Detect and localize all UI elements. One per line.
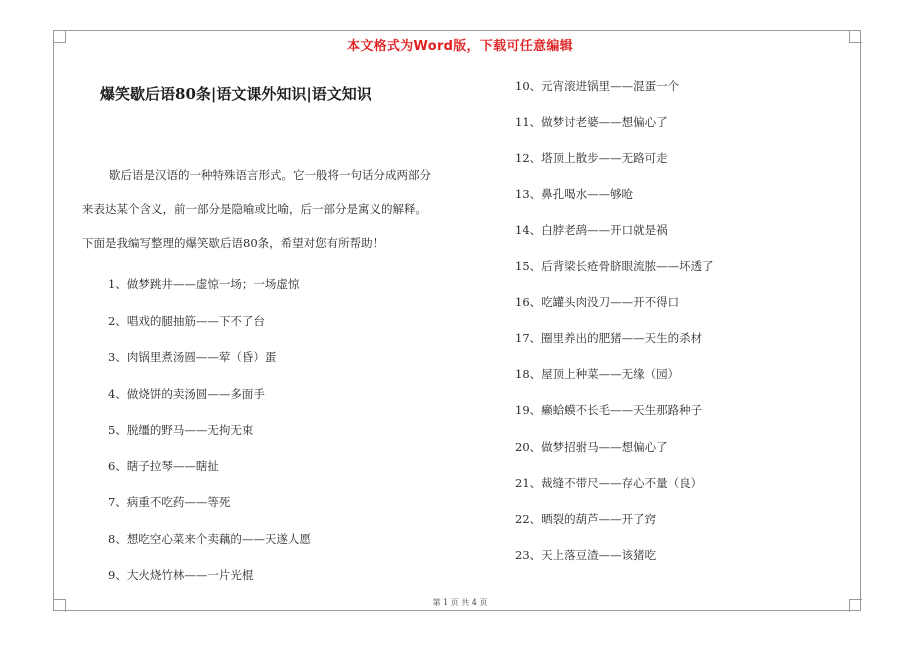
proverb-item: 15、后背梁长疮骨脐眼流脓——坏透了: [515, 259, 714, 273]
intro-line: 来表达某个含义，前一部分是隐喻或比喻，后一部分是寓义的解释。: [82, 202, 427, 216]
proverb-item: 5、脱缰的野马——无拘无束: [108, 423, 254, 437]
proverb-item: 22、晒裂的葫芦——开了窍: [515, 512, 657, 526]
proverb-item: 12、塔顶上散步——无路可走: [515, 151, 668, 165]
proverb-item: 21、裁缝不带尺——存心不量（良）: [515, 476, 703, 490]
proverb-item: 17、圈里养出的肥猪——天生的杀材: [515, 331, 703, 345]
proverb-item: 13、鼻孔喝水——够呛: [515, 187, 634, 201]
intro-paragraph: [82, 158, 487, 260]
proverb-item: 6、瞎子拉琴——瞎扯: [108, 459, 219, 473]
proverb-item: 10、元宵滚进锅里——混蛋一个: [515, 79, 680, 93]
proverb-item: 18、屋顶上种菜——无缘（园）: [515, 367, 680, 381]
proverb-item: 8、想吃空心菜来个卖藕的——天遂人愿: [108, 532, 311, 546]
proverb-item: 16、吃罐头肉没刀——开不得口: [515, 295, 680, 309]
proverb-item: 4、做烧饼的卖汤圆——多面手: [108, 387, 265, 401]
proverb-item: 9、大火烧竹林——一片光棍: [108, 568, 254, 582]
proverb-item: 7、病重不吃药——等死: [108, 495, 231, 509]
proverb-item: 1、做梦跳井——虚惊一场；一场虚惊: [108, 277, 300, 291]
proverb-item: 2、唱戏的腿抽筋——下不了台: [108, 314, 265, 328]
intro-line: 下面是我编写整理的爆笑歇后语80条，希望对您有所帮助！: [82, 236, 385, 250]
intro-line: 歇后语是汉语的一种特殊语言形式。它一般将一句话分成两部分: [109, 168, 431, 182]
proverb-item: 11、做梦讨老婆——想偏心了: [515, 115, 668, 129]
proverb-item: 23、天上落豆渣——该猪吃: [515, 548, 657, 562]
page-number: 第 1 页 共 4 页: [432, 598, 488, 607]
word-format-notice: 本文格式为Word版，下载可任意编辑: [347, 39, 573, 54]
proverb-item: 3、肉锅里煮汤圆——荤（昏）蛋: [108, 350, 277, 364]
proverb-item: 14、白脖老鸹——开口就是祸: [515, 223, 668, 237]
document-title: 爆笑歇后语80条|语文课外知识|语文知识: [100, 85, 372, 103]
proverb-item: 19、癞蛤蟆不长毛——天生那路种子: [515, 403, 703, 417]
proverb-item: 20、做梦招驸马——想偏心了: [515, 440, 668, 454]
